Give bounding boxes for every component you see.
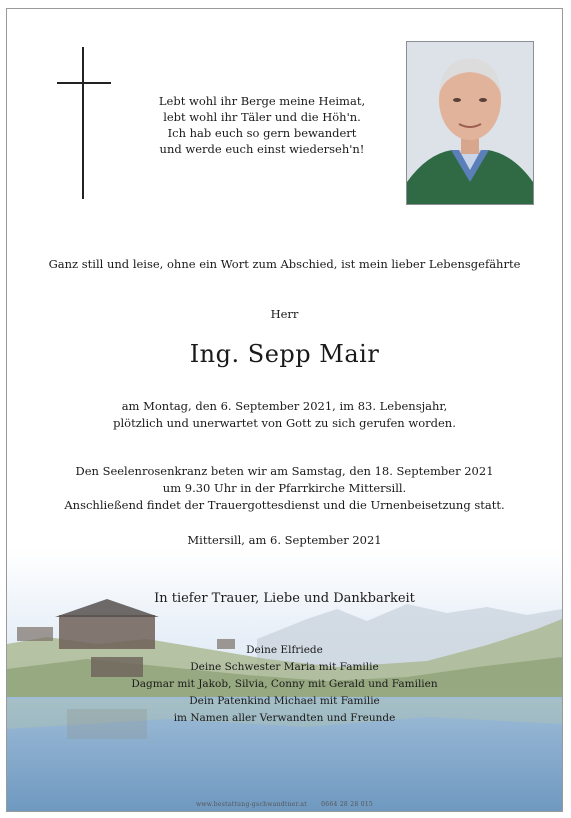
poem-line: und werde euch einst wiederseh'n! [159,142,365,156]
poem-line: lebt wohl ihr Täler und die Höh'n. [163,110,361,124]
footer [7,801,562,808]
death-notice-line: am Montag, den 6. September 2021, im 83. Lebensjahr, [121,399,448,413]
mourner-line: Dein Patenkind Michael mit Familie [189,695,380,707]
place-and-date: Mittersill, am 6. September 2021 [187,533,382,547]
mourner-line: Deine Elfriede [246,644,323,656]
cross-icon [57,47,111,199]
deceased-portrait-photo [406,41,534,205]
service-info [7,463,562,514]
mourner-line: Dagmar mit Jakob, Silvia, Conny mit Gerald und Familien [131,678,438,690]
mourner-line: Deine Schwester Maria mit Familie [190,661,379,673]
funeral-home-phone: 0664 28 28 015 [321,801,374,808]
mourners-list [7,642,562,727]
poem-line: Ich hab euch so gern bewandert [167,126,357,140]
salutation: Herr [270,307,299,321]
service-line: Den Seelenrosenkranz beten wir am Samstag, den 18. September 2021 [75,464,494,478]
service-line: um 9.30 Uhr in der Pfarrkirche Mittersill. [162,481,407,495]
poem-line: Lebt wohl ihr Berge meine Heimat, [158,94,366,108]
obituary-card [6,8,563,812]
mourner-line: im Namen aller Verwandten und Freunde [173,712,396,724]
death-notice [7,398,562,432]
death-notice-line: plötzlich und unerwartet von Gott zu sich gerufen worden. [113,416,456,430]
deceased-name: Ing. Sepp Mair [189,340,380,368]
service-line: Anschließend findet der Trauergottesdienst und die Urnenbeisetzung statt. [64,498,505,512]
funeral-home-website: www.bestattung-gschwandtner.at [195,801,307,808]
intro-sentence: Ganz still und leise, ohne ein Wort zum Abschied, ist mein lieber Lebensgefährte [48,257,521,271]
poem [127,93,397,157]
closing-phrase: In tiefer Trauer, Liebe und Dankbarkeit [154,591,415,606]
